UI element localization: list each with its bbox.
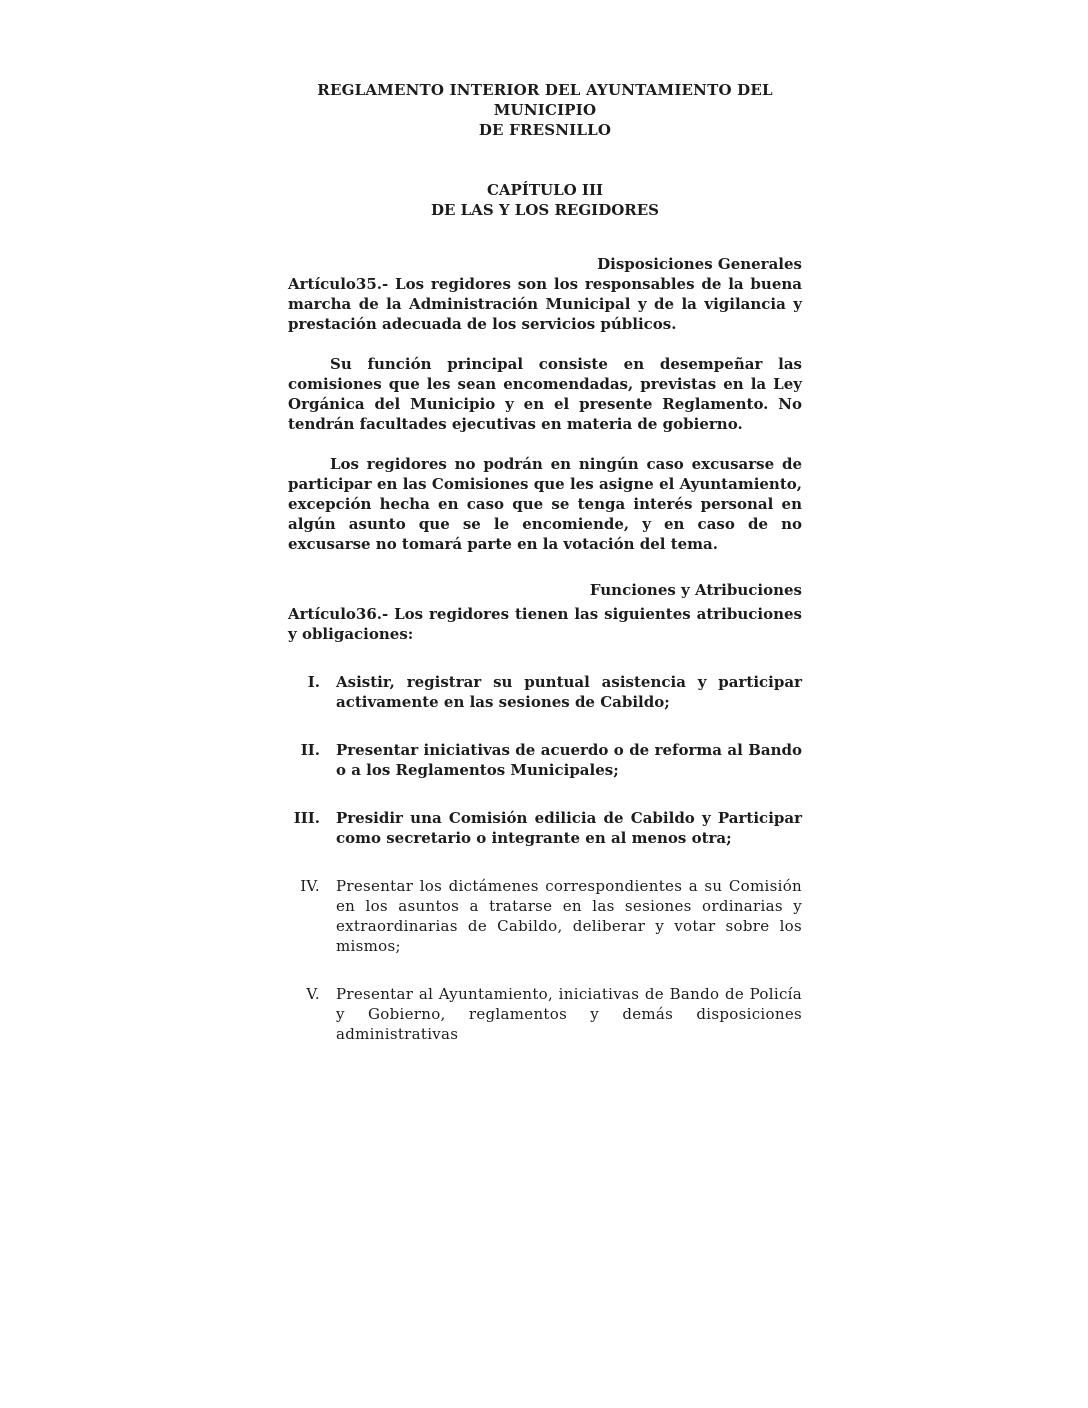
list-item	[288, 876, 802, 956]
article-36-paragraph	[288, 604, 802, 644]
chapter-subtitle: DE LAS Y LOS REGIDORES	[430, 201, 660, 219]
paragraph-funcion-principal: Su función principal consiste en desempeñar las comisiones que les sean encomendadas, previstas en la Ley Orgánica del Municipio y en el presente Reglamento. No tendrán facultades ejecutivas en materia de gobierno.	[288, 355, 802, 433]
document-content	[288, 80, 802, 1072]
list-item-numeral: V.	[306, 985, 320, 1003]
list-item-numeral: III.	[293, 809, 320, 827]
list-item-numeral: I.	[307, 673, 320, 691]
list-item	[288, 984, 802, 1044]
attributions-list	[288, 672, 802, 1044]
chapter-number: CAPÍTULO III	[486, 181, 603, 199]
article-35-paragraph	[288, 274, 802, 334]
document-title	[288, 80, 802, 140]
list-item-text: Presentar iniciativas de acuerdo o de reforma al Bando o a los Reglamentos Municipales;	[336, 741, 802, 779]
list-item	[288, 672, 802, 712]
list-item-text: Presidir una Comisión edilicia de Cabildo y Participar como secretario o integrante en al menos otra;	[336, 809, 802, 847]
paragraph-no-excusarse: Los regidores no podrán en ningún caso excusarse de participar en las Comisiones que les asigne el Ayuntamiento, excepción hecha en caso que se tenga interés personal en algún asunto que se le encomiende, y en caso de no excusarse no tomará parte en la votación del tema.	[288, 455, 802, 553]
article-35-text: Los regidores son los responsables de la buena marcha de la Administración Municipal y de la vigilancia y prestación adecuada de los servicios públicos.	[288, 275, 802, 333]
chapter-heading	[288, 180, 802, 220]
document-title-line2: DE FRESNILLO	[478, 121, 612, 139]
list-item-numeral: IV.	[300, 877, 320, 895]
section-heading-disposiciones: Disposiciones Generales	[597, 255, 802, 273]
article-35-label: Artículo35.-	[288, 275, 389, 293]
document-title-line1: REGLAMENTO INTERIOR DEL AYUNTAMIENTO DEL MUNICIPIO	[317, 81, 773, 119]
list-item	[288, 808, 802, 848]
list-item-text: Presentar los dictámenes correspondientes a su Comisión en los asuntos a tratarse en las sesiones ordinarias y extraordinarias de Cabildo, deliberar y votar sobre los mismos;	[336, 877, 802, 955]
list-item-text: Asistir, registrar su puntual asistencia y participar activamente en las sesiones de Cabildo;	[336, 673, 802, 711]
list-item-numeral: II.	[300, 741, 320, 759]
article-36-label: Artículo36.-	[288, 605, 389, 623]
section-heading-funciones: Funciones y Atribuciones	[589, 581, 802, 599]
article-36-text: Los regidores tienen las siguientes atribuciones y obligaciones:	[288, 605, 802, 643]
list-item-text: Presentar al Ayuntamiento, iniciativas de Bando de Policía y Gobierno, reglamentos y demás disposiciones administrativas	[336, 985, 802, 1043]
list-item	[288, 740, 802, 780]
